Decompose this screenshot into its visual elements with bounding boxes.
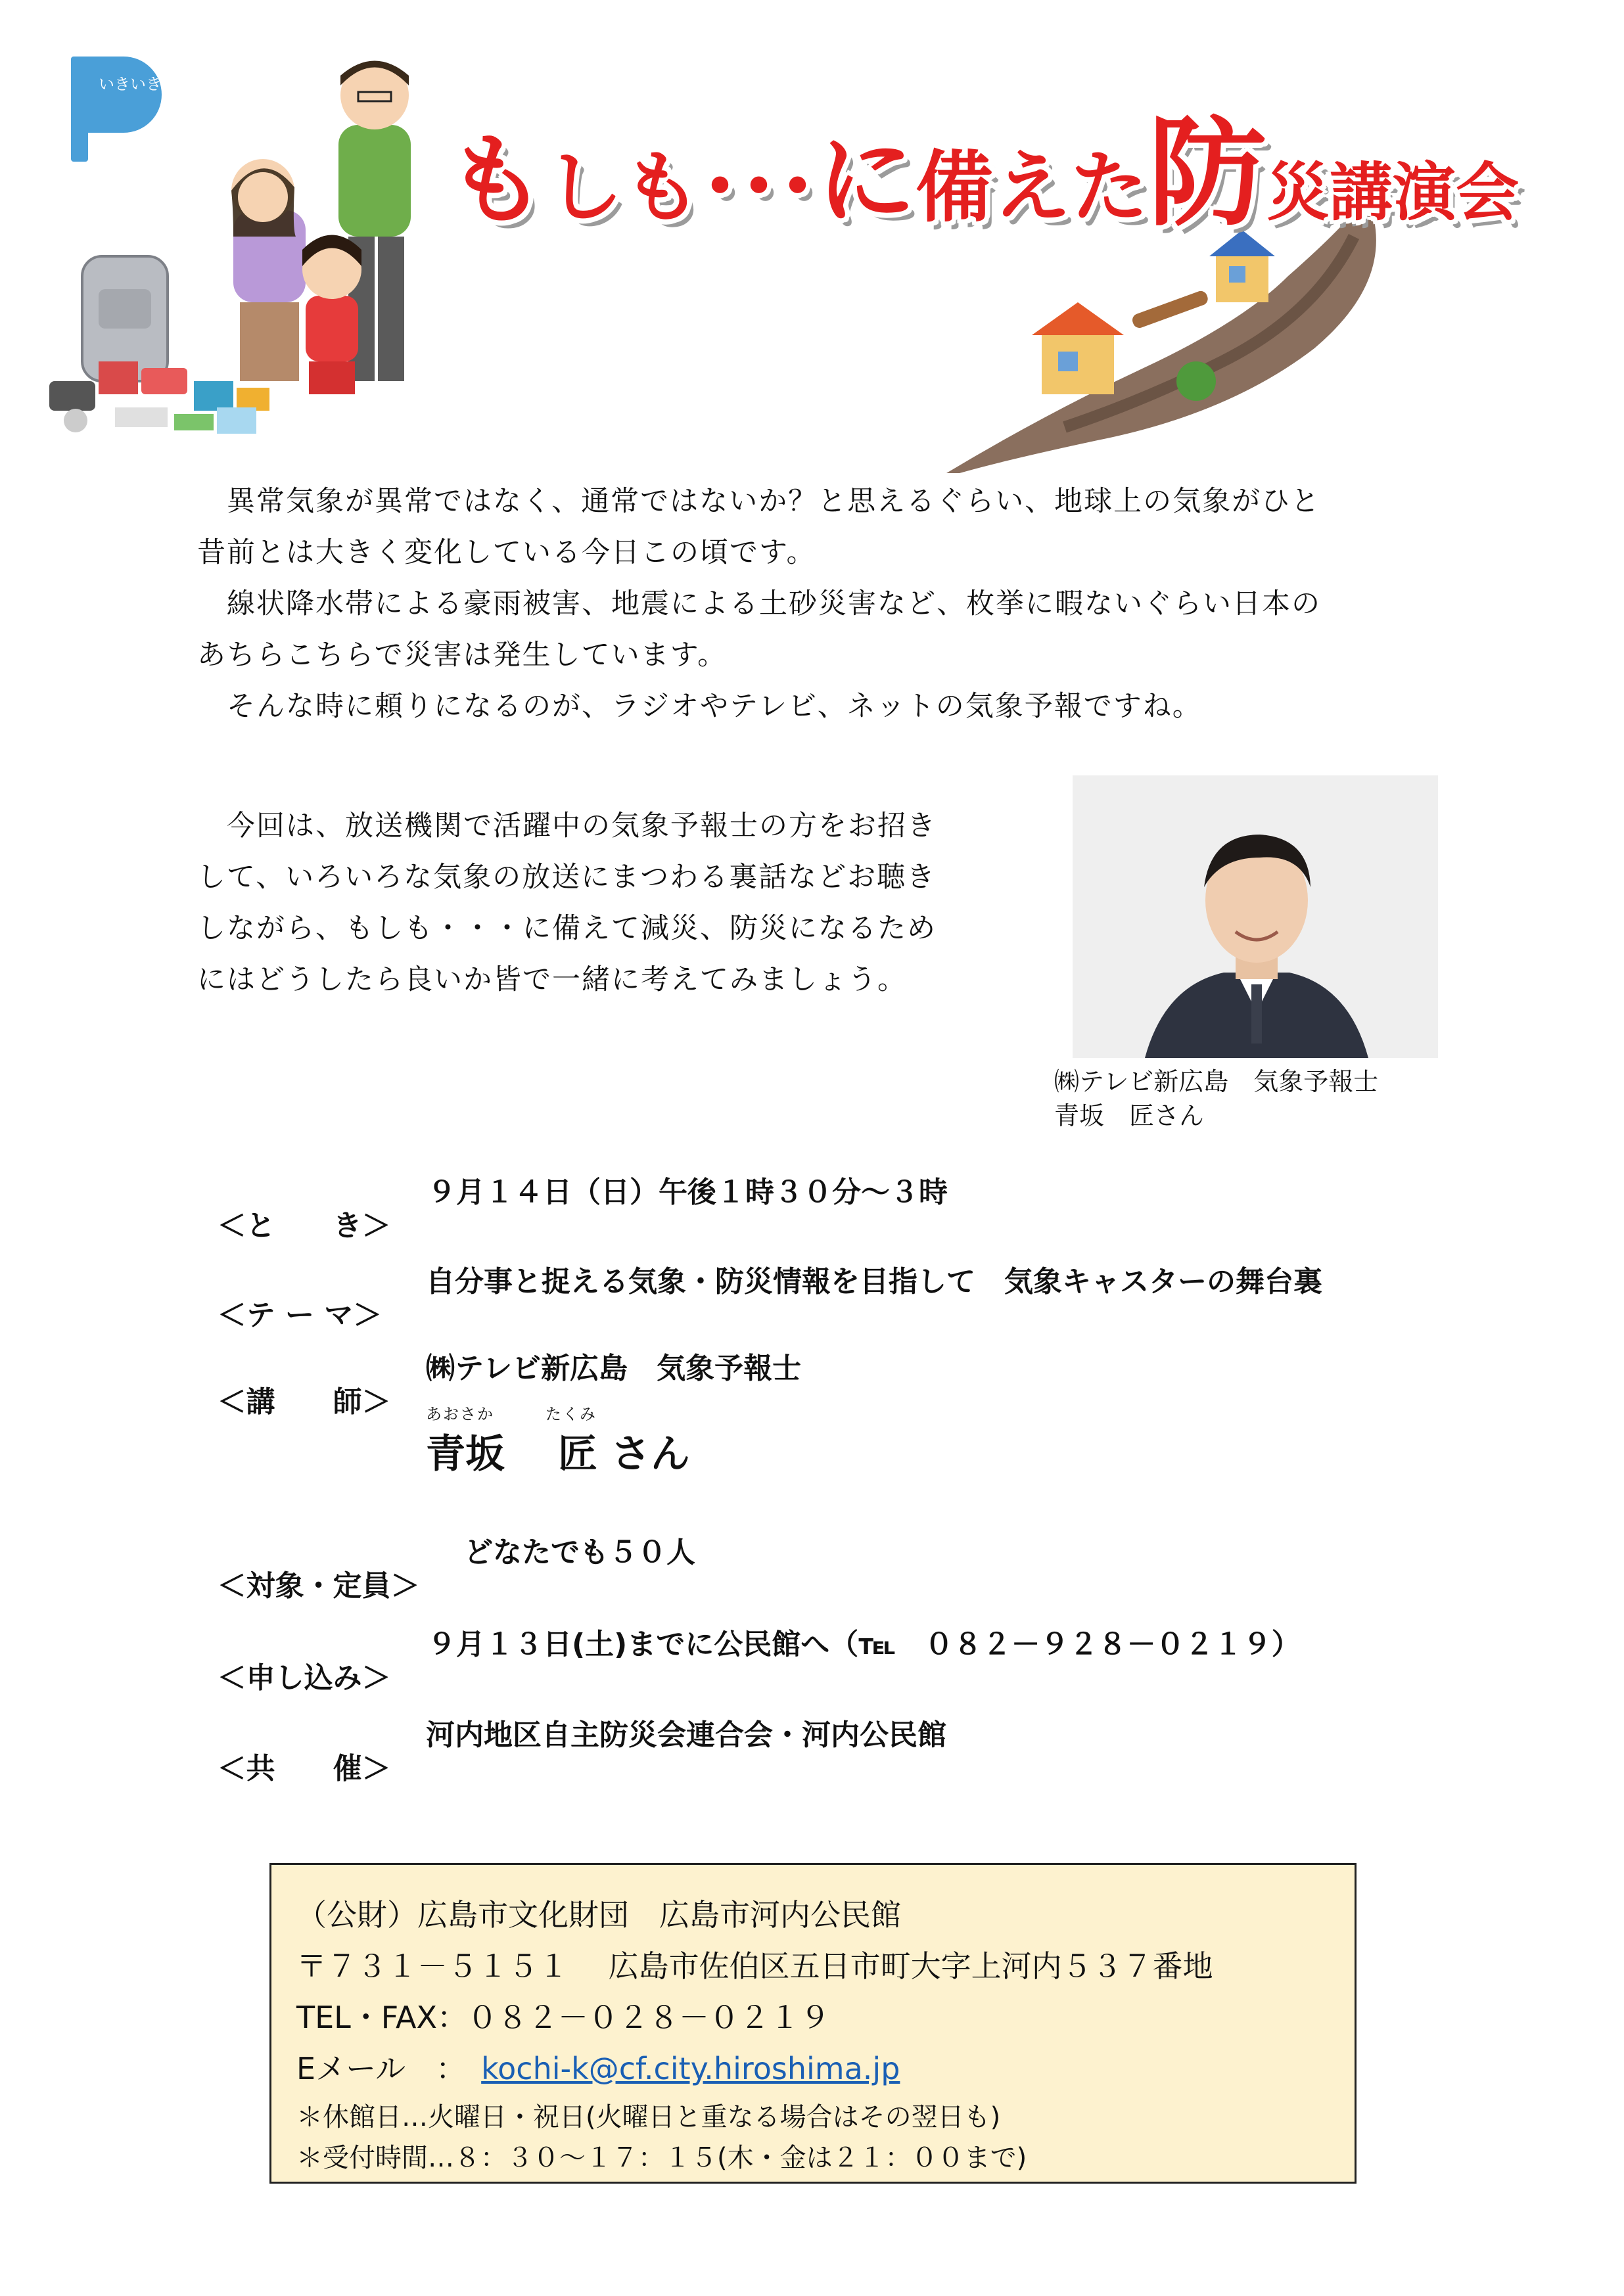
theme-label: ＜テ ー マ＞	[217, 1298, 383, 1332]
lecturer-label: ＜講 師＞	[217, 1385, 391, 1419]
intro-text	[197, 476, 1446, 732]
title-part-2: しも･･･	[545, 142, 818, 233]
title-part-3: に	[817, 124, 916, 238]
contact-tel: TEL・FAX：０８２－０２８－０２１９	[296, 2000, 831, 2035]
intro-line-1: 異常気象が異常ではなく、通常ではないか？と思えるぐらい、地球上の気象がひと	[197, 485, 1321, 518]
family-emergency-kit-illustration	[36, 39, 450, 447]
title-part-6: 災講演会	[1266, 156, 1520, 229]
lecturer-name-ruby: あおさか たくみ	[426, 1405, 597, 1423]
contact-closed-days: ＊休館日…火曜日・祝日(火曜日と重なる場合はその翌日も)	[296, 2102, 1001, 2132]
intro-line-4: あちらこちらで災害は発生しています。	[197, 639, 728, 672]
title-part-5: 防	[1148, 105, 1267, 242]
intro2-line-2: して、いろいろな気象の放送にまつわる裏話などお聴き	[197, 861, 937, 894]
intro-text-2	[197, 800, 1052, 1005]
apply-value: ９月１３日(土)までに公民館へ（℡ ０８２－９２８－０２１９）	[427, 1628, 1301, 1661]
email-label: Eメール ：	[296, 2051, 482, 2086]
page-title	[447, 105, 1564, 266]
target-label: ＜対象・定員＞	[217, 1569, 420, 1603]
intro-line-3: 線状降水帯による豪雨被害、地震による土砂災害など、枚挙に暇ないぐらい日本の	[197, 587, 1321, 620]
title-part-4: 備えた	[916, 142, 1149, 233]
intro-line-2: 昔前とは大きく変化している今日この頃です。	[197, 536, 816, 569]
contact-org: （公財）広島市文化財団 広島市河内公民館	[296, 1897, 901, 1933]
intro2-line-4: にはどうしたら良いか皆で一緒に考えてみましょう。	[197, 963, 907, 996]
lecturer-name: 青坂 匠 さん	[426, 1431, 690, 1477]
intro2-line-1: 今回は、放送機関で活躍中の気象予報士の方をお招き	[197, 810, 937, 842]
photo-caption	[1054, 1065, 1378, 1133]
lecturer-name-block	[426, 1401, 690, 1479]
lecturer-photo	[1073, 775, 1438, 1058]
when-label: ＜と き＞	[217, 1209, 391, 1243]
contact-hours: ＊受付時間…８：３０～１７：１５(木・金は２１：００まで)	[296, 2143, 1027, 2173]
host-label: ＜共 催＞	[217, 1752, 391, 1785]
intro2-line-3: しながら、もしも・・・に備えて減災、防災になるため	[197, 912, 937, 945]
target-value: どなたでも５０人	[464, 1536, 695, 1569]
photo-caption-line-2: 青坂 匠さん	[1054, 1101, 1205, 1130]
contact-email-row	[296, 2045, 900, 2088]
host-value: 河内地区自主防災会連合会・河内公民館	[426, 1718, 946, 1752]
contact-address: 〒７３１－５１５１ 広島市佐伯区五日市町大字上河内５３７番地	[296, 1948, 1213, 1984]
apply-label: ＜申し込み＞	[217, 1661, 391, 1695]
detail-host	[197, 1711, 946, 1820]
contact-box	[269, 1863, 1357, 2184]
title-part-1: も	[447, 124, 546, 238]
when-value: ９月１４日（日）午後１時３０分～３時	[427, 1176, 948, 1209]
lecturer-value: ㈱テレビ新広島 気象予報士	[426, 1352, 802, 1385]
svg-text:いきいき: いきいき	[99, 75, 162, 93]
intro-line-5: そんな時に頼りになるのが、ラジオやテレビ、ネットの気象予報ですね。	[197, 690, 1202, 723]
theme-value: 自分事と捉える気象・防災情報を目指して 気象キャスターの舞台裏	[426, 1265, 1322, 1298]
photo-caption-line-1: ㈱テレビ新広島 気象予報士	[1054, 1067, 1379, 1096]
email-link[interactable]: kochi-k@cf.city.hiroshima.jp	[481, 2051, 900, 2086]
